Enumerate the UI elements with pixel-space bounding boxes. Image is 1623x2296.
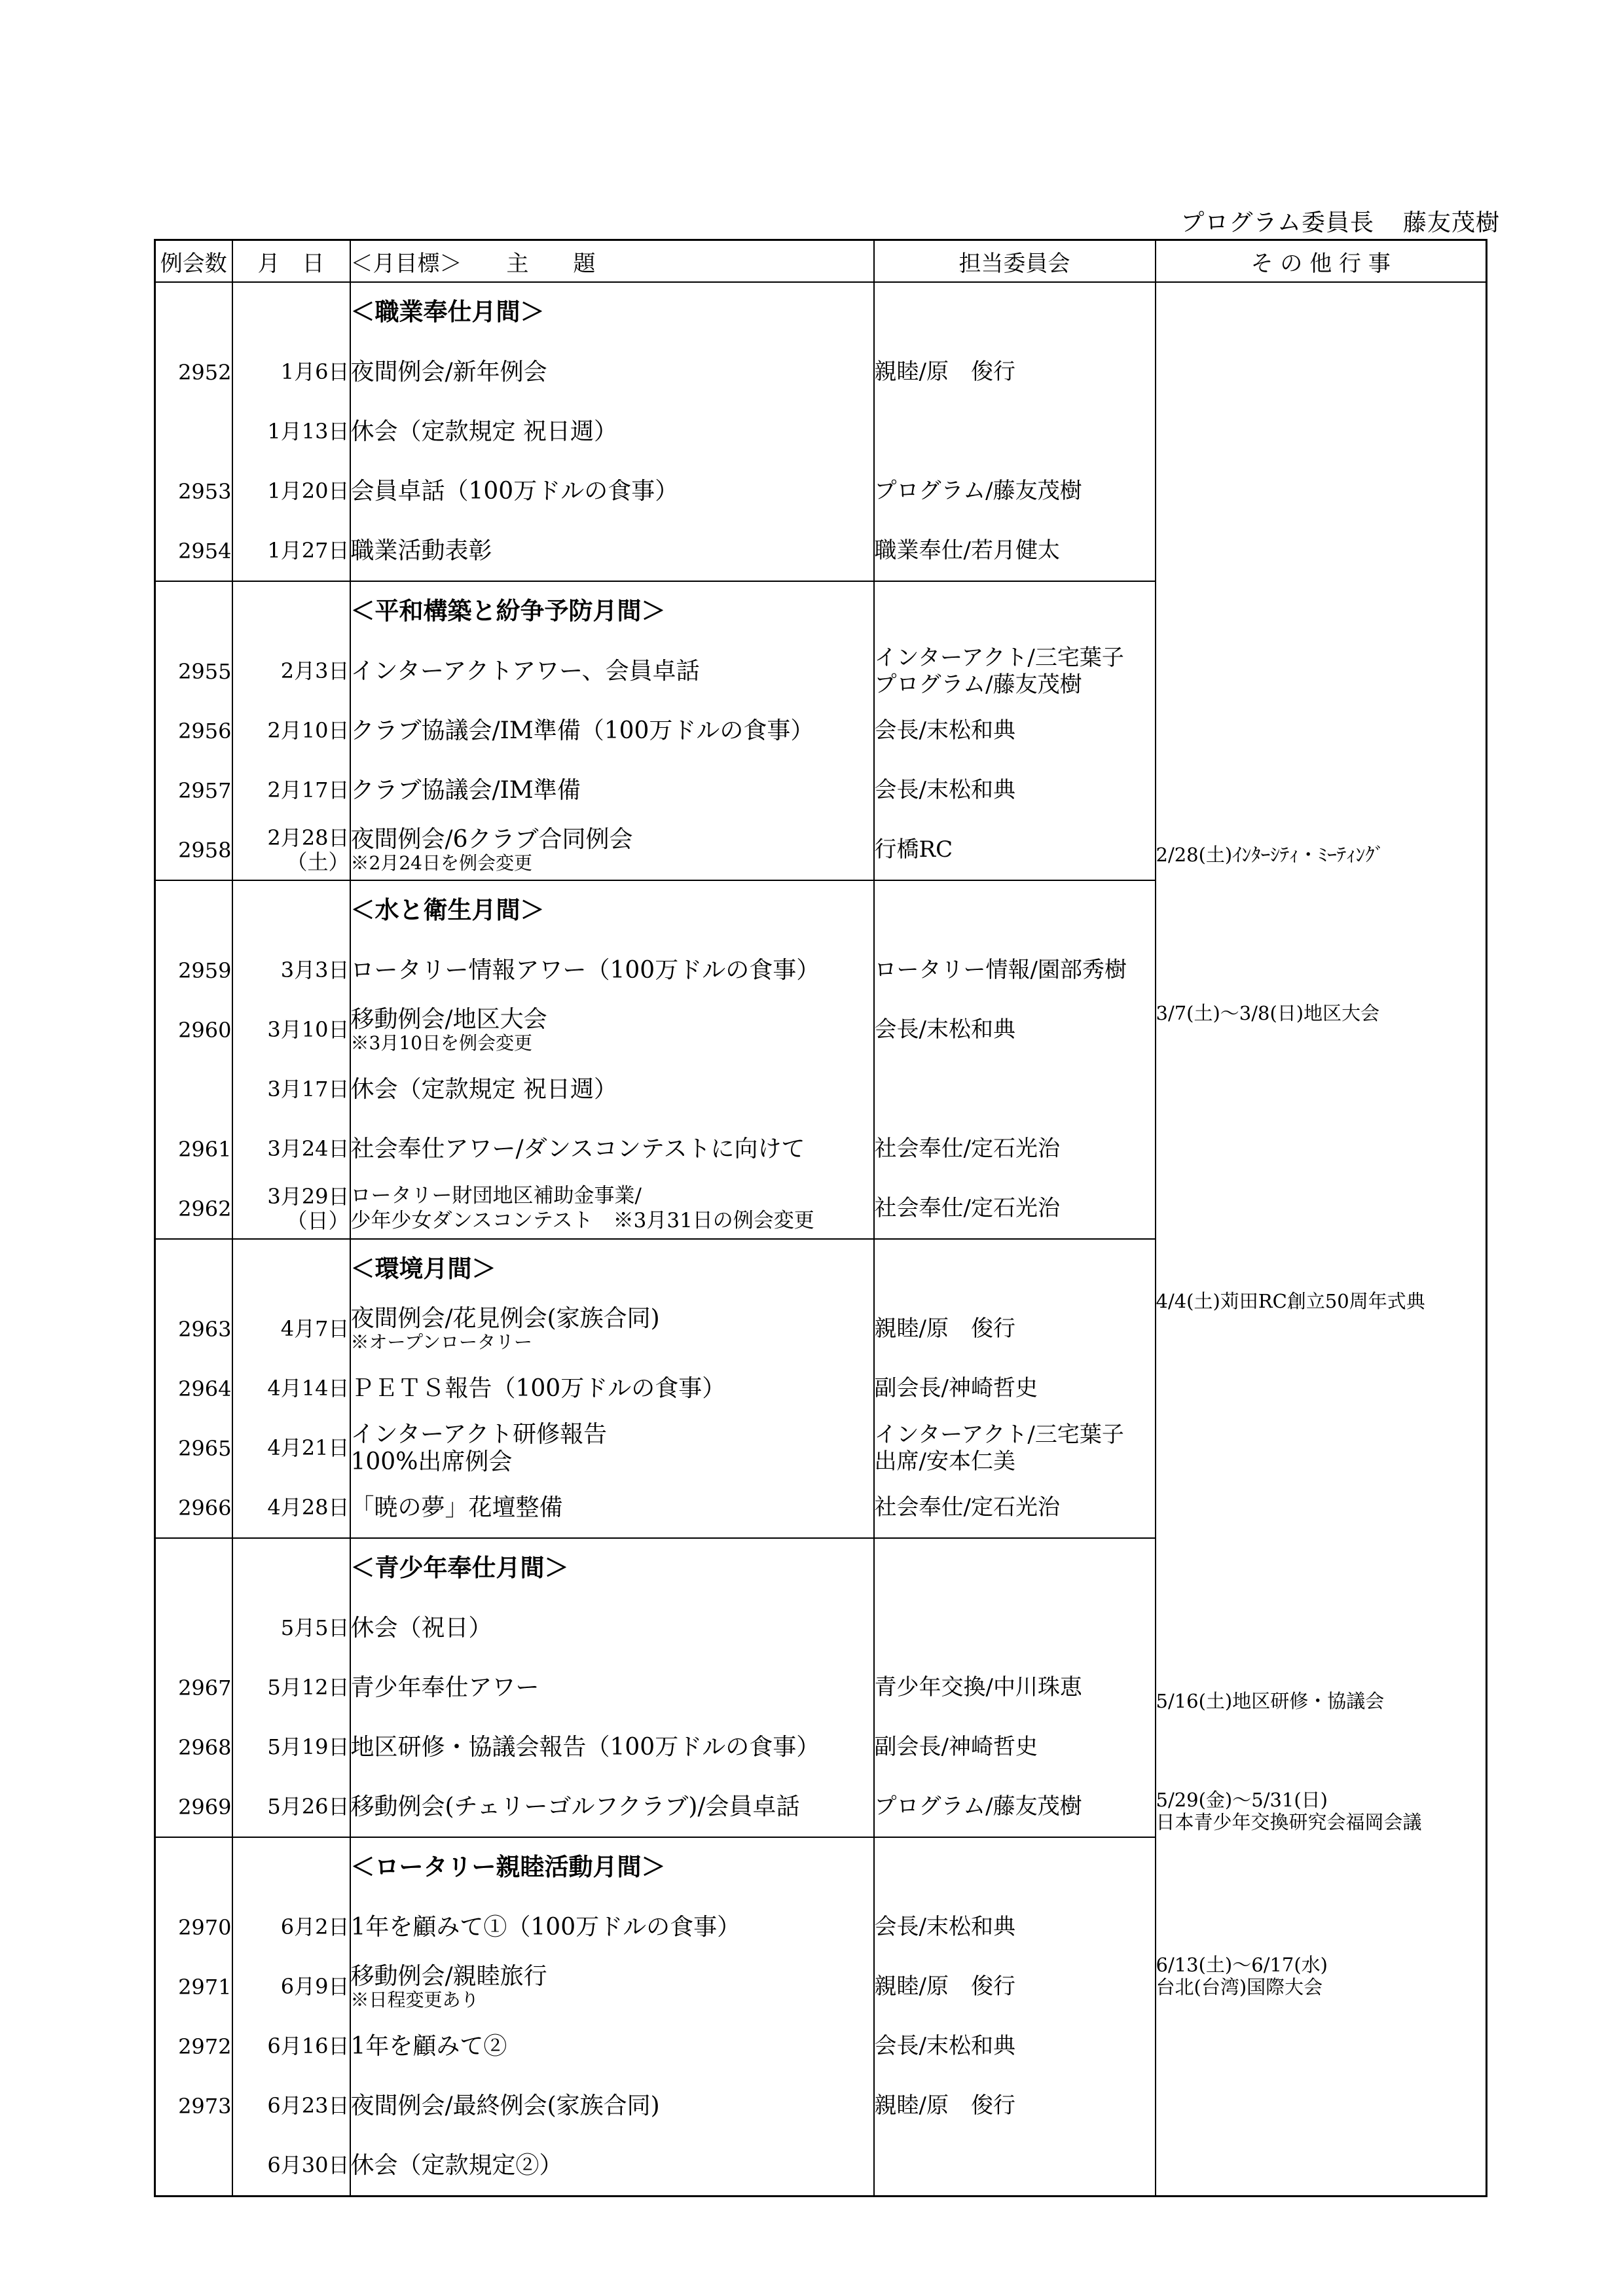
month-title: ＜平和構築と紛争予防月間＞ (350, 581, 874, 641)
meeting-date: 4月28日 (232, 1478, 350, 1538)
committee (874, 1598, 1156, 1658)
month-title-row (155, 1239, 1487, 1299)
theme-note: ※オープンロータリー (350, 1331, 532, 1353)
meeting-date (232, 1179, 350, 1239)
month-title: ＜環境月間＞ (350, 1239, 874, 1299)
month-title: ＜青少年奉仕月間＞ (350, 1538, 874, 1598)
page-header (1180, 204, 1500, 238)
meeting-number: 2968 (155, 1717, 232, 1777)
meeting-number: 2954 (155, 521, 232, 581)
meeting-number: 2970 (155, 1897, 232, 1957)
meeting-number: 2960 (155, 1000, 232, 1060)
meeting-date: 1月6日 (232, 342, 350, 402)
meeting-date: 5月26日 (232, 1777, 350, 1837)
month-title: ＜ロータリー親睦活動月間＞ (350, 1837, 874, 1897)
meeting-number (155, 2136, 232, 2197)
committee: 会長/末松和典 (874, 2017, 1156, 2076)
meeting-date: 2月10日 (232, 701, 350, 761)
meeting-number: 2958 (155, 820, 232, 880)
meeting-number: 2965 (155, 1418, 232, 1478)
meeting-theme: 「暁の夢」花壇整備 (350, 1478, 874, 1538)
meeting-theme (350, 1000, 874, 1060)
theme-line: 少年少女ダンスコンテスト ※3月31日の例会変更 (350, 1208, 814, 1232)
date-line: 3月29日 (267, 1183, 350, 1209)
meeting-theme: 夜間例会/新年例会 (350, 342, 874, 402)
committee (874, 1418, 1156, 1478)
meeting-theme: 地区研修・協議会報告（100万ドルの食事） (350, 1717, 874, 1777)
other-events: 2/28(土)ｲﾝﾀｰｼﾃｨ・ﾐｰﾃｨﾝｸﾞ (1156, 581, 1487, 880)
theme-line: 夜間例会/6クラブ合同例会 (350, 826, 633, 853)
meeting-theme (350, 1179, 874, 1239)
table-header-row (155, 240, 1487, 283)
committee: 社会奉仕/定石光治 (874, 1179, 1156, 1239)
meeting-date: 5月12日 (232, 1658, 350, 1717)
committee: 副会長/神崎哲史 (874, 1717, 1156, 1777)
committee: プログラム/藤友茂樹 (874, 461, 1156, 521)
meeting-theme: インターアクトアワー、会員卓話 (350, 641, 874, 701)
meeting-number: 2953 (155, 461, 232, 521)
meeting-theme (350, 1299, 874, 1359)
theme-line: 夜間例会/花見例会(家族合同) (350, 1305, 660, 1333)
meeting-number: 2966 (155, 1478, 232, 1538)
committee-title: プログラム委員長 (1180, 209, 1374, 236)
month-title-row (155, 880, 1487, 941)
theme-line: ロータリー財団地区補助金事業/ (350, 1184, 642, 1208)
meeting-date: 6月2日 (232, 1897, 350, 1957)
other-event-line: 6/13(土)～6/17(水) (1156, 1954, 1328, 1976)
meeting-date: 6月23日 (232, 2076, 350, 2136)
meeting-number: 2964 (155, 1359, 232, 1418)
meeting-date: 3月24日 (232, 1119, 350, 1179)
theme-line: 移動例会/親睦旅行 (350, 1963, 547, 1990)
table-row (155, 1717, 1487, 1777)
meeting-number (155, 402, 232, 461)
meeting-date: 6月16日 (232, 2017, 350, 2076)
meeting-date: 1月13日 (232, 402, 350, 461)
committee: 社会奉仕/定石光治 (874, 1478, 1156, 1538)
meeting-number: 2971 (155, 1957, 232, 2017)
col-header-other: そ の 他 行 事 (1156, 240, 1487, 283)
other-event-line: 台北(台湾)国際大会 (1156, 1976, 1323, 1999)
meeting-date: 2月17日 (232, 761, 350, 820)
committee (874, 1060, 1156, 1119)
meeting-theme: 休会（祝日） (350, 1598, 874, 1658)
committee (874, 402, 1156, 461)
committee: 職業奉仕/若月健太 (874, 521, 1156, 581)
meeting-theme: 青少年奉仕アワー (350, 1658, 874, 1717)
month-title-row (155, 1837, 1487, 1897)
meeting-number: 2959 (155, 941, 232, 1000)
committee-line: 出席/安本仁美 (874, 1448, 1015, 1475)
meeting-theme: 会員卓話（100万ドルの食事） (350, 461, 874, 521)
meeting-date: 6月9日 (232, 1957, 350, 2017)
meeting-theme: ＰＥＴＳ報告（100万ドルの食事） (350, 1359, 874, 1418)
schedule-table (154, 239, 1487, 2197)
committee: 副会長/神崎哲史 (874, 1359, 1156, 1418)
meeting-date: 5月5日 (232, 1598, 350, 1658)
meeting-number: 2962 (155, 1179, 232, 1239)
meeting-number: 2967 (155, 1658, 232, 1717)
meeting-theme: 移動例会(チェリーゴルフクラブ)/会員卓話 (350, 1777, 874, 1837)
meeting-theme: 1年を顧みて①（100万ドルの食事） (350, 1897, 874, 1957)
committee-line: インターアクト/三宅葉子 (874, 645, 1124, 672)
meeting-theme: 休会（定款規定 祝日週） (350, 402, 874, 461)
committee: プログラム/藤友茂樹 (874, 1777, 1156, 1837)
meeting-theme: 休会（定款規定 祝日週） (350, 1060, 874, 1119)
month-title-row (155, 282, 1487, 342)
other-events (1156, 1717, 1487, 1837)
meeting-number (155, 1060, 232, 1119)
committee: 会長/末松和典 (874, 1897, 1156, 1957)
committee: 会長/末松和典 (874, 701, 1156, 761)
meeting-theme: 1年を顧みて② (350, 2017, 874, 2076)
month-title: ＜職業奉仕月間＞ (350, 282, 874, 342)
meeting-theme: 夜間例会/最終例会(家族合同) (350, 2076, 874, 2136)
meeting-date: 1月27日 (232, 521, 350, 581)
other-events (1156, 282, 1487, 581)
meeting-theme: 社会奉仕アワー/ダンスコンテストに向けて (350, 1119, 874, 1179)
meeting-number: 2969 (155, 1777, 232, 1837)
weekday-line: （土） (286, 849, 350, 874)
theme-note: ※2月24日を例会変更 (350, 852, 532, 874)
committee: 会長/末松和典 (874, 1000, 1156, 1060)
committee (874, 641, 1156, 701)
meeting-date: 1月20日 (232, 461, 350, 521)
committee: 行橋RC (874, 820, 1156, 880)
committee: 親睦/原 俊行 (874, 342, 1156, 402)
committee-line: プログラム/藤友茂樹 (874, 671, 1082, 698)
meeting-number: 2957 (155, 761, 232, 820)
meeting-number: 2956 (155, 701, 232, 761)
date-line: 2月28日 (267, 825, 350, 850)
meeting-date: 4月21日 (232, 1418, 350, 1478)
meeting-theme (350, 1418, 874, 1478)
committee: 青少年交換/中川珠恵 (874, 1658, 1156, 1717)
meeting-theme: クラブ協議会/IM準備 (350, 761, 874, 820)
meeting-theme: クラブ協議会/IM準備（100万ドルの食事） (350, 701, 874, 761)
meeting-date: 4月7日 (232, 1299, 350, 1359)
meeting-theme (350, 820, 874, 880)
other-events: 4/4(土)苅田RC創立50周年式典 (1156, 1239, 1487, 1538)
committee: ロータリー情報/園部秀樹 (874, 941, 1156, 1000)
meeting-date: 3月3日 (232, 941, 350, 1000)
committee (874, 2136, 1156, 2197)
theme-line: 移動例会/地区大会 (350, 1006, 547, 1033)
month-title-row (155, 581, 1487, 641)
committee: 親睦/原 俊行 (874, 1957, 1156, 2017)
meeting-date (232, 820, 350, 880)
meeting-theme: 休会（定款規定②） (350, 2136, 874, 2197)
meeting-date: 5月19日 (232, 1717, 350, 1777)
meeting-number: 2955 (155, 641, 232, 701)
month-title-row (155, 1538, 1487, 1598)
other-events (1156, 1837, 1487, 2197)
committee: 会長/末松和典 (874, 761, 1156, 820)
weekday-line: （日） (286, 1208, 350, 1233)
other-events: 5/16(土)地区研修・協議会 (1156, 1538, 1487, 1717)
committee-line: インターアクト/三宅葉子 (874, 1422, 1124, 1448)
committee: 親睦/原 俊行 (874, 2076, 1156, 2136)
other-event-line: 5/29(金)～5/31(日) (1156, 1788, 1328, 1811)
meeting-number: 2972 (155, 2017, 232, 2076)
other-events: 3/7(土)～3/8(日)地区大会 (1156, 880, 1487, 1239)
meeting-number: 2973 (155, 2076, 232, 2136)
col-header-theme: ＜月目標＞ 主 題 (350, 240, 874, 283)
meeting-theme: ロータリー情報アワー（100万ドルの食事） (350, 941, 874, 1000)
theme-note: ※日程変更あり (350, 1988, 479, 2011)
month-title: ＜水と衛生月間＞ (350, 880, 874, 941)
chair-name: 藤友茂樹 (1402, 209, 1500, 236)
meeting-date: 2月3日 (232, 641, 350, 701)
meeting-number: 2963 (155, 1299, 232, 1359)
col-header-num: 例会数 (155, 240, 232, 283)
meeting-date: 6月30日 (232, 2136, 350, 2197)
theme-note: ※3月10日を例会変更 (350, 1031, 532, 1054)
committee: 社会奉仕/定石光治 (874, 1119, 1156, 1179)
meeting-number: 2952 (155, 342, 232, 402)
meeting-date: 3月10日 (232, 1000, 350, 1060)
meeting-number: 2961 (155, 1119, 232, 1179)
meeting-theme (350, 1957, 874, 2017)
meeting-number (155, 1598, 232, 1658)
theme-line: 100%出席例会 (350, 1448, 513, 1475)
committee: 親睦/原 俊行 (874, 1299, 1156, 1359)
theme-line: インターアクト研修報告 (350, 1421, 608, 1448)
other-event-line: 日本青少年交換研究会福岡会議 (1156, 1810, 1422, 1833)
meeting-date: 4月14日 (232, 1359, 350, 1418)
meeting-theme: 職業活動表彰 (350, 521, 874, 581)
meeting-date: 3月17日 (232, 1060, 350, 1119)
col-header-committee: 担当委員会 (874, 240, 1156, 283)
col-header-date: 月 日 (232, 240, 350, 283)
